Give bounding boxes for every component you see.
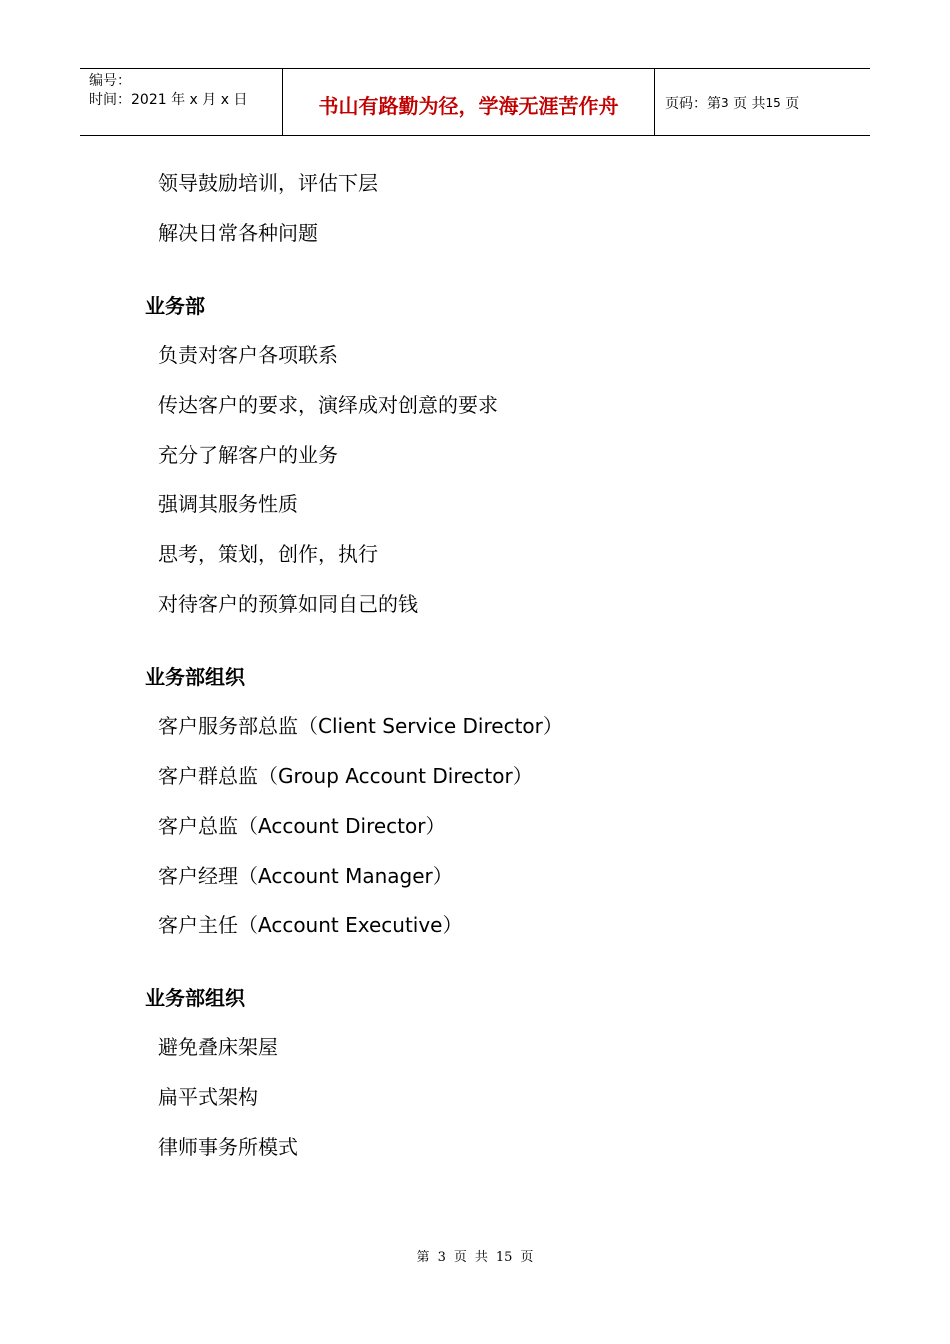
role-en: Account Manager — [258, 864, 433, 888]
list-item — [158, 913, 462, 937]
footer-total-prefix: 共 — [474, 1250, 488, 1265]
page-suffix: 页 — [785, 96, 800, 112]
list-item: 律师事务所模式 — [158, 1135, 298, 1159]
list-item — [158, 714, 563, 738]
footer-total: 15 — [495, 1250, 513, 1265]
footer-current: 3 — [437, 1250, 446, 1265]
list-item: 扁平式架构 — [158, 1085, 258, 1109]
header-page-info — [655, 69, 870, 135]
list-item: 解决日常各种问题 — [158, 221, 318, 245]
list-item: 思考，策划，创作，执行 — [158, 542, 378, 566]
list-item: 强调其服务性质 — [158, 492, 298, 516]
page-header — [80, 68, 870, 136]
number-label: 编号： — [89, 73, 131, 89]
role-cn: 客户主任（ — [158, 913, 258, 937]
role-cn: 客户总监（ — [158, 814, 258, 838]
section-title: 业务部 — [145, 294, 205, 318]
header-motto: 书山有路勤为径，学海无涯苦作舟 — [282, 69, 655, 135]
page-mid: 页 共 — [733, 96, 766, 112]
role-en: Account Director — [258, 814, 426, 838]
role-close: ） — [442, 913, 463, 937]
list-item: 对待客户的预算如同自己的钱 — [158, 592, 418, 616]
list-item: 负责对客户各项联系 — [158, 343, 338, 367]
role-close: ） — [512, 764, 533, 788]
role-cn: 客户群总监（ — [158, 764, 278, 788]
list-item: 避免叠床架屋 — [158, 1035, 278, 1059]
header-meta — [80, 69, 282, 135]
footer-suffix: 页 — [520, 1250, 534, 1265]
role-cn: 客户经理（ — [158, 864, 258, 888]
page-current: 3 — [721, 96, 729, 110]
role-close: ） — [425, 814, 446, 838]
list-item: 充分了解客户的业务 — [158, 443, 338, 467]
time-label: 时间：2021 年 x 月 x 日 — [89, 92, 248, 108]
footer-prefix: 第 — [416, 1250, 430, 1265]
list-item — [158, 814, 445, 838]
role-cn: 客户服务部总监（ — [158, 714, 318, 738]
list-item — [158, 864, 453, 888]
page-prefix: 页码：第 — [665, 96, 721, 112]
role-en: Group Account Director — [278, 764, 513, 788]
role-close: ） — [542, 714, 563, 738]
page-total: 15 — [765, 96, 781, 110]
role-en: Account Executive — [258, 913, 443, 937]
page-footer — [0, 1246, 950, 1265]
section-title: 业务部组织 — [145, 986, 245, 1010]
section-title: 业务部组织 — [145, 665, 245, 689]
list-item: 传达客户的要求，演绎成对创意的要求 — [158, 393, 498, 417]
role-en: Client Service Director — [318, 714, 543, 738]
list-item: 领导鼓励培训，评估下层 — [158, 171, 378, 195]
footer-mid: 页 — [453, 1250, 467, 1265]
role-close: ） — [432, 864, 453, 888]
list-item — [158, 764, 533, 788]
